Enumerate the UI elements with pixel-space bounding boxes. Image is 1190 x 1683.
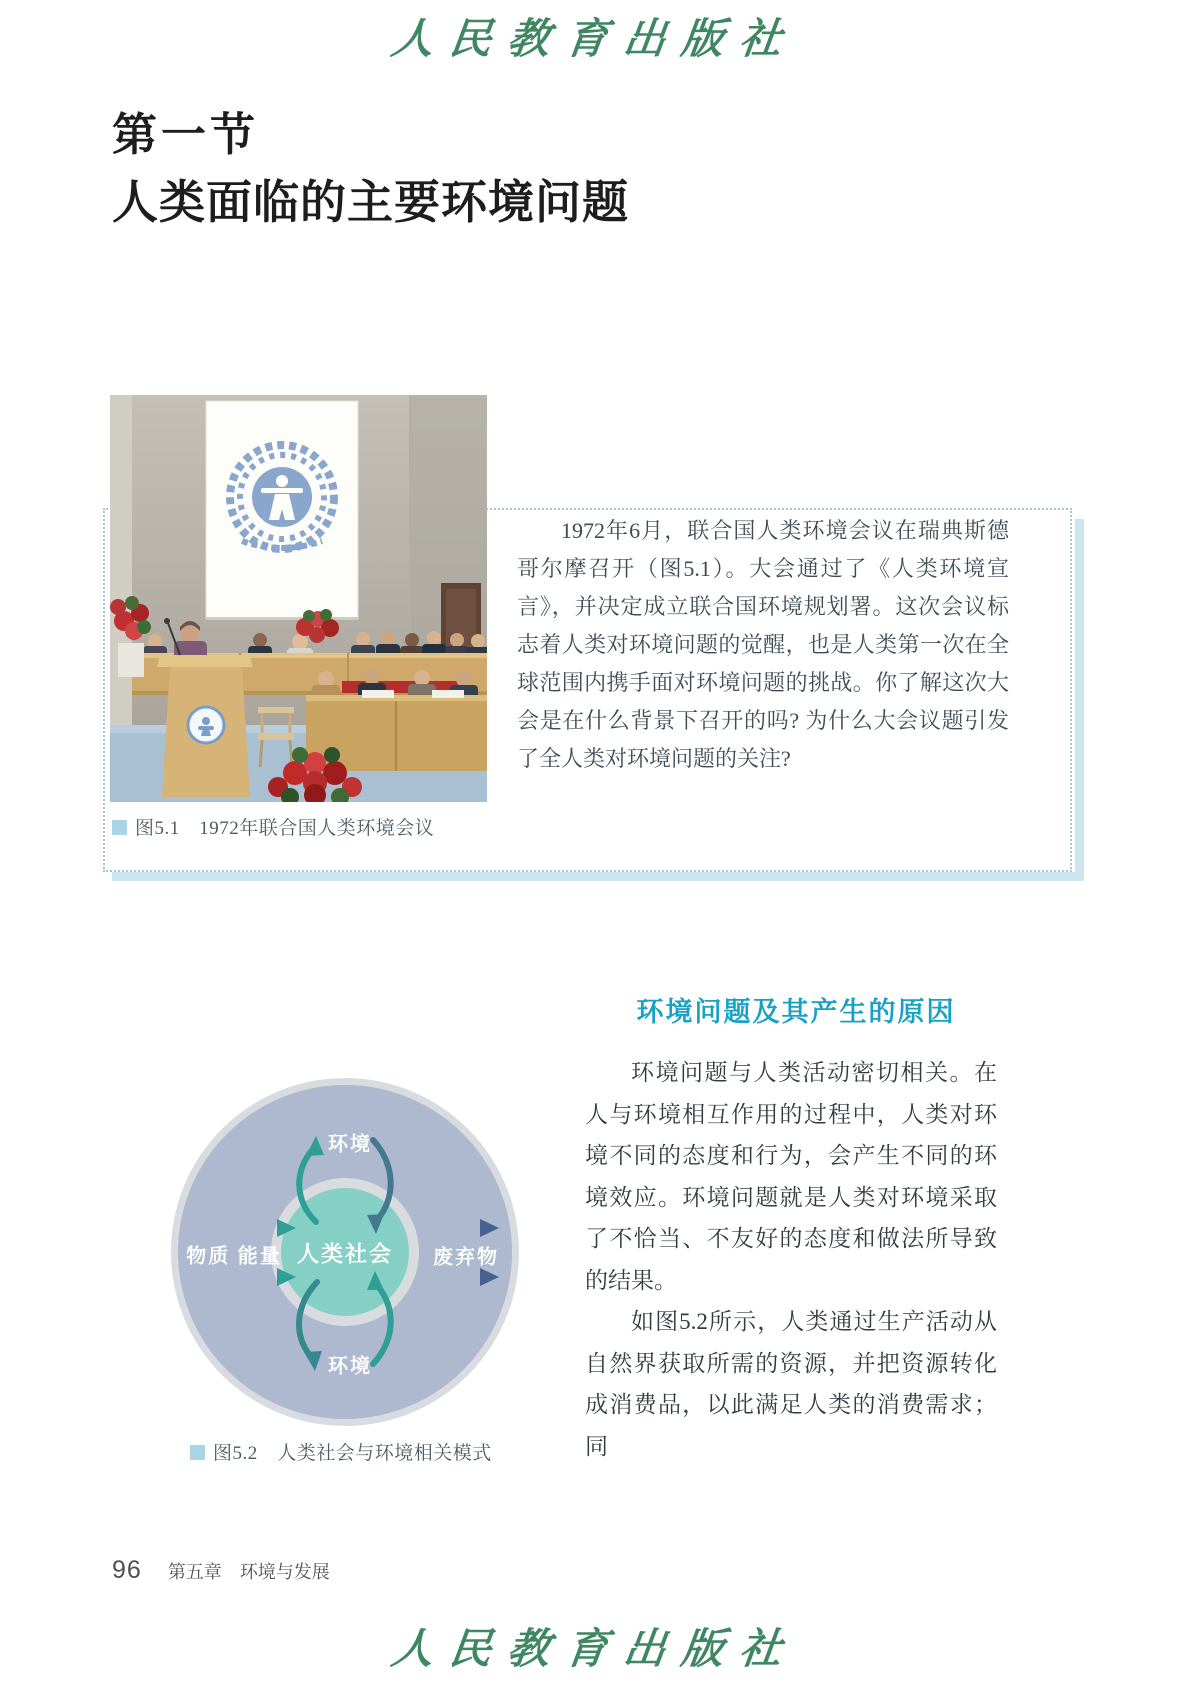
figure-5-2-caption-text: 图5.2 人类社会与环境相关模式 — [213, 1443, 492, 1464]
body-paragraph-2: 如图5.2所示，人类通过生产活动从自然界获取所需的资源，并把资源转化成消费品，以此满足人类的消费需求；同 — [585, 1309, 997, 1459]
caption-square-icon — [190, 1445, 205, 1460]
diagram-label-environment-bottom: 环境 — [328, 1355, 372, 1378]
body-paragraph-1: 环境问题与人类活动密切相关。在人与环境相互作用的过程中，人类对环境不同的态度和行为，会产生不同的环境效应。环境问题就是人类对环境采取了不恰当、不友好的态度和做法所导致的结果。 — [585, 1060, 997, 1293]
callout-shadow-bottom — [112, 872, 1084, 881]
page-number: 96 — [112, 1556, 142, 1584]
intro-paragraph: 1972年6月，联合国人类环境会议在瑞典斯德哥尔摩召开（图5.1）。大会通过了《人类环境宣言》，并决定成立联合国环境规划署。这次会议标志着人类对环境问题的觉醒，也是人类第一次在全球范围内携手面对环境问题的挑战。你了解这次大会是在什么背景下召开的吗? 为什么大会议题引发了全人类对环境问题的关注? — [517, 518, 1009, 771]
diagram-label-environment-top: 环境 — [328, 1133, 372, 1156]
caption-square-icon — [112, 820, 127, 835]
conference-photo-illustration — [110, 395, 487, 802]
section-heading: 环境问题及其产生的原因 — [636, 997, 956, 1027]
unep-banner — [206, 401, 358, 620]
chapter-title: 环境与发展 — [239, 1562, 330, 1582]
body-column — [585, 1052, 997, 1467]
publisher-logo-top: 人民教育出版社 — [388, 14, 801, 63]
figure-5-1-caption-text: 图5.1 1972年联合国人类环境会议 — [135, 818, 435, 839]
diagram-label-waste: 废弃物 — [433, 1246, 499, 1269]
publisher-logo-bottom: 人民教育出版社 — [388, 1624, 801, 1673]
diagram-label-human-society: 人类社会 — [296, 1241, 394, 1267]
page-title: 人类面临的主要环境问题 — [112, 177, 629, 228]
section-label: 第一节 — [112, 110, 260, 160]
chapter-label: 第五章 — [167, 1562, 222, 1582]
diagram-label-matter-energy: 物质 能量 — [186, 1245, 282, 1268]
figure-5-2-caption — [190, 1438, 492, 1465]
page-footer — [112, 1556, 330, 1585]
figure-5-2-diagram — [165, 1072, 525, 1432]
conference-photo — [110, 395, 487, 802]
figure-5-1-caption — [112, 813, 434, 840]
callout-shadow-right — [1075, 519, 1084, 880]
